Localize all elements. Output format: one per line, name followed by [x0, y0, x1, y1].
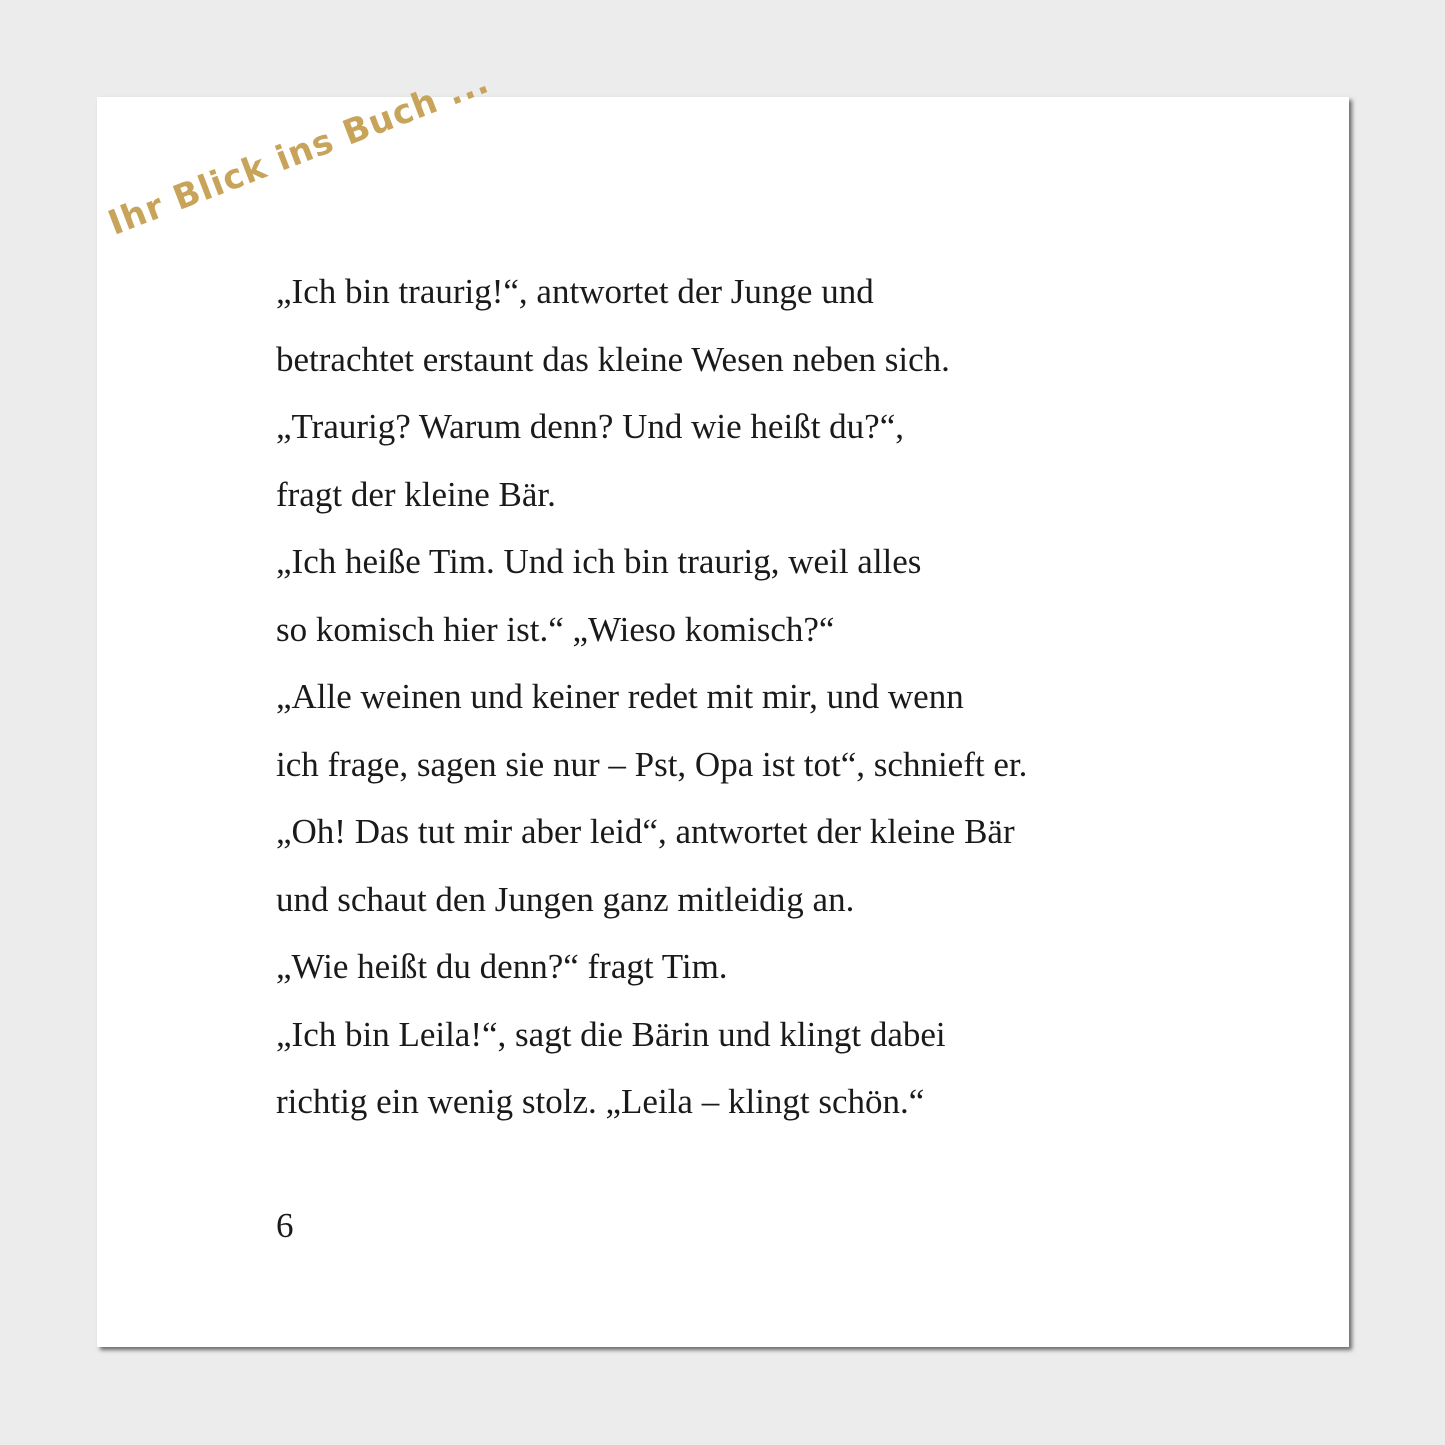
- text-line: „Ich heiße Tim. Und ich bin traurig, weil alles: [276, 542, 922, 581]
- text-line: „Alle weinen und keiner redet mit mir, und wenn: [276, 677, 964, 716]
- text-line: und schaut den Jungen ganz mitleidig an.: [276, 879, 855, 919]
- preview-stamp: Ihr Blick ins Buch ...: [102, 61, 495, 244]
- story-text: [276, 265, 1276, 1143]
- text-line: richtig ein wenig stolz. „Leila – klingt schön.“: [276, 1082, 925, 1121]
- text-line: „Traurig? Warum denn? Und wie heißt du?“,: [276, 407, 904, 446]
- text-line: „Wie heißt du denn?“ fragt Tim.: [276, 947, 728, 986]
- text-line: betrachtet erstaunt das kleine Wesen neben sich.: [276, 339, 950, 379]
- text-line: fragt der kleine Bär.: [276, 474, 556, 514]
- text-line: „Oh! Das tut mir aber leid“, antwortet der kleine Bär: [276, 812, 1015, 851]
- page-number: 6: [276, 1206, 294, 1245]
- text-line: „Ich bin traurig!“, antwortet der Junge und: [276, 272, 874, 311]
- text-line: „Ich bin Leila!“, sagt die Bärin und klingt dabei: [276, 1014, 946, 1054]
- text-line: so komisch hier ist.“ „Wieso komisch?“: [276, 609, 835, 649]
- text-line: ich frage, sagen sie nur – Pst, Opa ist tot“, schnieft er.: [276, 744, 1028, 784]
